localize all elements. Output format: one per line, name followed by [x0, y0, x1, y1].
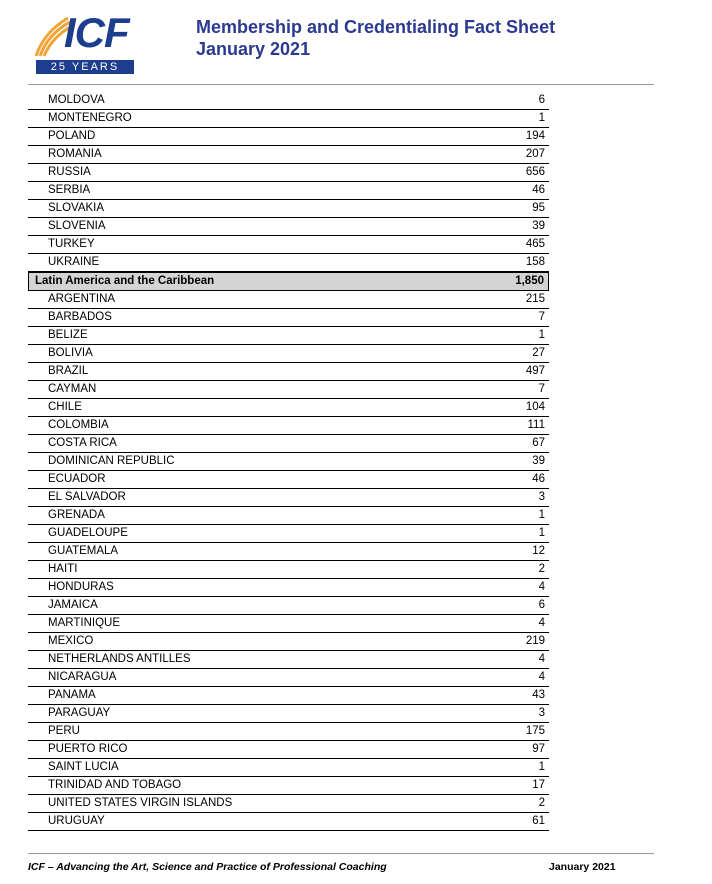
member-count: 175	[525, 725, 545, 737]
member-count: 465	[525, 238, 545, 250]
icf-logo	[32, 9, 136, 74]
member-count: 4	[538, 581, 545, 593]
country-row	[28, 453, 549, 471]
country-name: GUADELOUPE	[48, 527, 128, 539]
member-count: 46	[532, 473, 545, 485]
member-count: 97	[532, 743, 545, 755]
country-name: TURKEY	[48, 238, 95, 250]
logo-wordmark: ICF	[64, 9, 129, 56]
member-count: 207	[525, 148, 545, 160]
country-row	[28, 723, 549, 741]
member-count: 215	[525, 293, 545, 305]
country-row	[28, 309, 549, 327]
country-row	[28, 471, 549, 489]
country-name: BOLIVIA	[48, 347, 93, 359]
country-name: MARTINIQUE	[48, 617, 120, 629]
country-row	[28, 597, 549, 615]
country-row	[28, 236, 549, 254]
country-name: PUERTO RICO	[48, 743, 128, 755]
footer-divider	[28, 853, 654, 854]
region-name: Latin America and the Caribbean	[35, 275, 215, 287]
member-count: 39	[532, 220, 545, 232]
country-row	[28, 777, 549, 795]
country-name: UNITED STATES VIRGIN ISLANDS	[48, 797, 233, 809]
member-count: 219	[525, 635, 545, 647]
member-count: 4	[538, 617, 545, 629]
member-count: 158	[525, 256, 545, 268]
country-row	[28, 687, 549, 705]
country-row	[28, 615, 549, 633]
country-name: MEXICO	[48, 635, 94, 647]
country-row	[28, 399, 549, 417]
country-row	[28, 795, 549, 813]
country-name: COLOMBIA	[48, 419, 109, 431]
country-row	[28, 525, 549, 543]
country-name: BELIZE	[48, 329, 88, 341]
member-count: 104	[525, 401, 545, 413]
country-row	[28, 651, 549, 669]
country-name: BARBADOS	[48, 311, 112, 323]
footer-date: January 2021	[549, 861, 616, 873]
country-name: SAINT LUCIA	[48, 761, 119, 773]
member-count: 17	[532, 779, 545, 791]
country-row	[28, 669, 549, 687]
member-count: 39	[532, 455, 545, 467]
country-row	[28, 146, 549, 164]
member-count: 46	[532, 184, 545, 196]
country-row	[28, 218, 549, 236]
member-count: 1	[538, 112, 545, 124]
logo-badge: 25 YEARS	[36, 60, 134, 74]
country-name: CAYMAN	[48, 383, 97, 395]
country-name: SLOVAKIA	[48, 202, 105, 214]
country-name: POLAND	[48, 130, 96, 142]
member-count: 194	[525, 130, 545, 142]
member-count: 2	[538, 563, 545, 575]
page-title: Membership and Credentialing Fact Sheet	[196, 17, 556, 37]
country-name: HONDURAS	[48, 581, 114, 593]
country-row	[28, 759, 549, 777]
member-count: 43	[532, 689, 545, 701]
country-name: SERBIA	[48, 184, 91, 196]
country-row	[28, 110, 549, 128]
country-name: COSTA RICA	[48, 437, 117, 449]
country-name: HAITI	[48, 563, 78, 575]
country-row	[28, 489, 549, 507]
country-name: EL SALVADOR	[48, 491, 126, 503]
footer-tagline: ICF – Advancing the Art, Science and Practice of Professional Coaching	[28, 861, 387, 873]
country-row	[28, 435, 549, 453]
country-row	[28, 381, 549, 399]
country-row	[28, 417, 549, 435]
membership-table	[28, 92, 549, 831]
member-count: 1	[538, 761, 545, 773]
country-name: RUSSIA	[48, 166, 91, 178]
member-count: 95	[532, 202, 545, 214]
country-row	[28, 200, 549, 218]
header-divider	[28, 84, 654, 85]
country-name: URUGUAY	[48, 815, 105, 827]
member-count: 4	[538, 653, 545, 665]
country-row	[28, 561, 549, 579]
member-count: 656	[525, 166, 545, 178]
member-count: 1	[538, 329, 545, 341]
member-count: 6	[538, 599, 545, 611]
member-count: 27	[532, 347, 545, 359]
member-count: 2	[538, 797, 545, 809]
country-row	[28, 345, 549, 363]
country-row	[28, 741, 549, 759]
country-row	[28, 705, 549, 723]
country-name: DOMINICAN REPUBLIC	[48, 455, 175, 467]
member-count: 1,850	[515, 275, 544, 287]
country-row	[28, 182, 549, 200]
country-name: MONTENEGRO	[48, 112, 132, 124]
member-count: 12	[532, 545, 545, 557]
country-name: ECUADOR	[48, 473, 106, 485]
country-name: ARGENTINA	[48, 293, 116, 305]
country-row	[28, 164, 549, 182]
member-count: 6	[538, 94, 545, 106]
country-name: PARAGUAY	[48, 707, 111, 719]
country-row	[28, 363, 549, 381]
member-count: 1	[538, 509, 545, 521]
member-count: 1	[538, 527, 545, 539]
country-name: GRENADA	[48, 509, 105, 521]
country-row	[28, 254, 549, 272]
country-name: MOLDOVA	[48, 94, 105, 106]
member-count: 111	[527, 419, 545, 431]
member-count: 7	[538, 383, 545, 395]
country-row	[28, 543, 549, 561]
member-count: 7	[538, 311, 545, 323]
member-count: 61	[532, 815, 545, 827]
member-count: 67	[532, 437, 545, 449]
country-row	[28, 633, 549, 651]
country-row	[28, 813, 549, 831]
member-count: 4	[538, 671, 545, 683]
country-row	[28, 507, 549, 525]
member-count: 3	[538, 707, 545, 719]
country-name: JAMAICA	[48, 599, 98, 611]
page-subtitle-date: January 2021	[196, 39, 311, 59]
country-name: SLOVENIA	[48, 220, 106, 232]
member-count: 3	[538, 491, 545, 503]
country-name: NETHERLANDS ANTILLES	[48, 653, 191, 665]
country-name: CHILE	[48, 401, 82, 413]
country-row	[28, 291, 549, 309]
country-name: TRINIDAD AND TOBAGO	[48, 779, 182, 791]
member-count: 497	[525, 365, 545, 377]
country-name: NICARAGUA	[48, 671, 117, 683]
region-row	[28, 272, 549, 291]
country-name: UKRAINE	[48, 256, 100, 268]
country-row	[28, 579, 549, 597]
country-name: ROMANIA	[48, 148, 102, 160]
country-row	[28, 92, 549, 110]
country-name: PANAMA	[48, 689, 96, 701]
country-name: PERU	[48, 725, 80, 737]
country-row	[28, 128, 549, 146]
country-name: BRAZIL	[48, 365, 89, 377]
country-row	[28, 327, 549, 345]
country-name: GUATEMALA	[48, 545, 119, 557]
